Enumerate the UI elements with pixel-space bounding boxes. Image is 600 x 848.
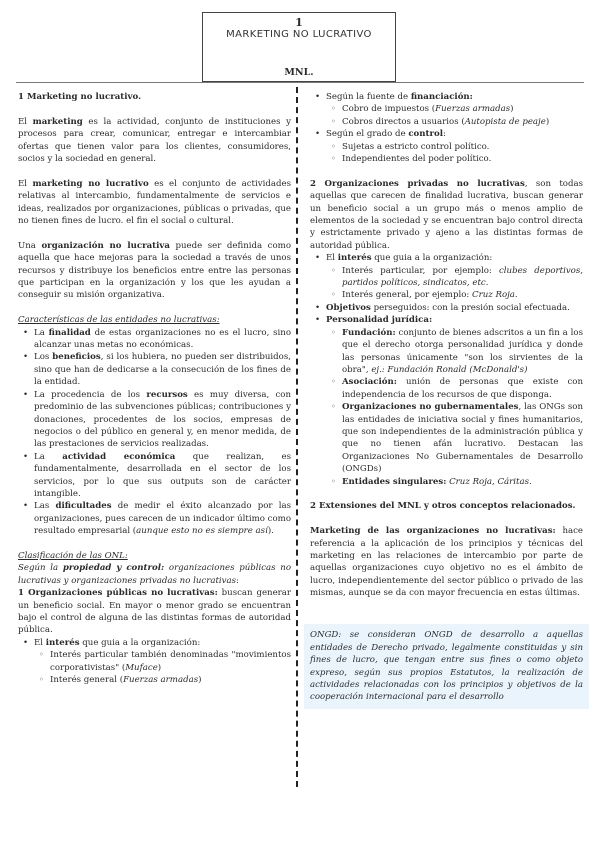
classification-heading: Clasificación de las ONL:	[18, 550, 128, 561]
private-criteria-list	[310, 252, 583, 488]
sub-list-item: ◦ Interés general, por ejemplo: Cruz Roja.	[342, 289, 583, 301]
paragraph-onl: Una organización no lucrativa puede ser definida como aquella que hace mejoras para la sociedad a través de unos recursos y distribuye los beneficios entre entre las personas que participan en la organización y los que les ayudan a conseguir su misión organizativa.	[18, 240, 291, 301]
characteristics-heading: Características de las entidades no lucrativas:	[18, 315, 220, 326]
public-interest-list	[18, 637, 291, 687]
sub-list	[326, 141, 583, 166]
paragraph-mnl: El marketing no lucrativo es el conjunto de actividades relativas al intercambio, fundamentalmente de servicios e ideas, realizados por organizaciones, públicas o privadas, que no tienen fines de lucro. el fin el social o cultural.	[18, 178, 291, 227]
characteristics-list	[18, 327, 291, 538]
classification-text: Según la propiedad y control: organizaciones públicas no lucrativas y organizaciones privadas no lucrativas:	[18, 563, 291, 586]
public-orgs-text: 1 Organizaciones públicas no lucrativas: buscan generar un beneficio social. En mayor o menor grado se encuentran bajo el control de alguna de las distintas formas de autoridad pública.	[18, 588, 291, 636]
title-box	[202, 12, 396, 82]
right-column	[310, 91, 583, 709]
public-criteria-list	[310, 91, 583, 165]
section-heading: 2 Extensiones del MNL y otros conceptos relacionados.	[310, 501, 576, 512]
private-orgs-text: 2 Organizaciones privadas no lucrativas, son todas aquellas que carecen de finalidad lucrativa, buscan generar un beneficio social a un grupo más o menos amplio de elementos de la sociedad y se encuentran bajo control directa y estrictamente privado y ajeno a las distintas formas de autoridad pública.	[310, 178, 583, 251]
header-rule	[16, 82, 584, 83]
sub-list-item: ◦ Interés particular, por ejemplo: clubes deportivos, partidos políticos, sindicatos, etc.	[342, 265, 583, 290]
page-number: 1	[295, 16, 303, 29]
paragraph-marketing: El marketing es la actividad, conjunto de instituciones y procesos para crear, comunicar, entregar e intercambiar ofertas que tienen valor para los clientes, consumidores, socios y la sociedad en general.	[18, 116, 291, 165]
sub-list-item: ◦ Entidades singulares: Cruz Roja, Cáritas.	[342, 476, 583, 488]
list-item: • El interés que guia a la organización: ◦ Interés particular, por ejemplo: clubes deportivos, partidos políticos, sindicatos, etc. ◦ Interés general, por ejemplo: Cruz Roja.	[326, 252, 583, 302]
sub-list-item: ◦ Organizaciones no gubernamentales, las ONGs son las entidades de iniciativa social y fines humanitarios, que son independientes de la administración pública y que no tienen afán lucrativo. Destacan las Organizaciones No Gubernamentales de Desarrollo (ONGDs)	[342, 401, 583, 475]
list-item: • Según la fuente de financiación: ◦ Cobro de impuestos (Fuerzas armadas) ◦ Cobros directos a usuarios (Autopista de peaje)	[326, 91, 583, 128]
sub-list	[326, 265, 583, 302]
list-item: • Personalidad jurídica: ◦ Fundación: conjunto de bienes adscritos a un fin a los que el derecho otorga personalidad jurídica y donde las personas únicamente "son los sirvientes de la obra", ej.: Fundación Ronald (McDonald's) ◦ Asociación: unión de personas que existe con independencia de los recursos de que disponga. ◦ Organizaciones no gubernamentales, las ONGs son las entidades de iniciativa social y fines humanitarios, que son independientes de la administración pública y que no tienen afán lucrativo. Destacan las Organizaciones No Gubernamentales de Desarrollo (ONGDs) ◦ Entidades singulares: Cruz Roja, Cáritas.	[326, 314, 583, 488]
list-item: • El interés que guia a la organización: ◦ Interés particular también denominadas "movimientos corporativistas" (Muface) ◦ Interés general (Fuerzas armadas)	[34, 637, 291, 687]
list-item: • Las dificultades de medir el éxito alcanzado por las organizaciones, pues carecen de un indicador último como resultado empresarial (aunque esto no es siempre así).	[34, 500, 291, 537]
sub-list-item: ◦ Cobro de impuestos (Fuerzas armadas)	[342, 103, 583, 115]
list-item: • La actividad económica que realizan, es fundamentalmente, desarrollada en el sector de los servicios, por lo que sus outputs son de carácter intangible.	[34, 451, 291, 501]
sub-list	[326, 327, 583, 488]
sub-list-item: ◦ Fundación: conjunto de bienes adscritos a un fin a los que el derecho otorga personalidad jurídica y donde las personas únicamente "son los sirvientes de la obra", ej.: Fundación Ronald (McDonald's)	[342, 327, 583, 377]
list-item: • Según el grado de control: ◦ Sujetas a estricto control político. ◦ Independientes del poder político.	[326, 128, 583, 165]
sub-list-item: ◦ Independientes del poder político.	[342, 153, 583, 165]
sub-list-item: ◦ Interés particular también denominadas "movimientos corporativistas" (Muface)	[50, 649, 291, 674]
sub-list	[326, 103, 583, 128]
list-item: • La finalidad de estas organizaciones no es el lucro, sino alcanzar unas metas no económicas.	[34, 327, 291, 352]
paragraph-mkt-onl: Marketing de las organizaciones no lucrativas: hace referencia a la aplicación de los principios y técnicas del marketing en las relaciones de intercambio por parte de aquellas organizaciones cuyo objetivo no es el ámbito de lucro, independientemente del sector público o privado de las mismas, aunque se da con mayor frecuencia en estas últimas.	[310, 526, 583, 599]
sub-list-item: ◦ Interés general (Fuerzas armadas)	[50, 674, 291, 686]
left-column	[18, 91, 291, 686]
column-divider	[296, 87, 298, 787]
page-subtitle: MNL.	[284, 67, 314, 78]
list-item: • Los beneficios, si los hubiera, no pueden ser distribuidos, sino que han de dedicarse a la consecución de los fines de la entidad.	[34, 351, 291, 388]
list-item: • Objetivos perseguidos: con la presión social efectuada.	[326, 302, 583, 314]
sub-list	[34, 649, 291, 686]
section-heading: 1 Marketing no lucrativo.	[18, 92, 142, 102]
sub-list-item: ◦ Asociación: unión de personas que existe con independencia de los recursos de que disponga.	[342, 376, 583, 401]
list-item: • La procedencia de los recursos es muy diversa, con predominio de las subvenciones públicas; contribuciones y donaciones, procedentes de los socios, empresas de negocios o del público en general y, en menor medida, de las prestaciones de servicios realizadas.	[34, 389, 291, 451]
ongd-note: ONGD: se consideran ONGD de desarrollo a aquellas entidades de Derecho privado, legalmente constituidas y sin fines de lucro, que tengan entre sus fines o como objeto expreso, según sus propios Estatutos, la realización de actividades relacionadas con los principios y objetivos de la cooperación internacional para el desarrollo	[304, 624, 589, 708]
page-title: MARKETING NO LUCRATIVO	[226, 29, 372, 40]
sub-list-item: ◦ Cobros directos a usuarios (Autopista de peaje)	[342, 116, 583, 128]
sub-list-item: ◦ Sujetas a estricto control político.	[342, 141, 583, 153]
